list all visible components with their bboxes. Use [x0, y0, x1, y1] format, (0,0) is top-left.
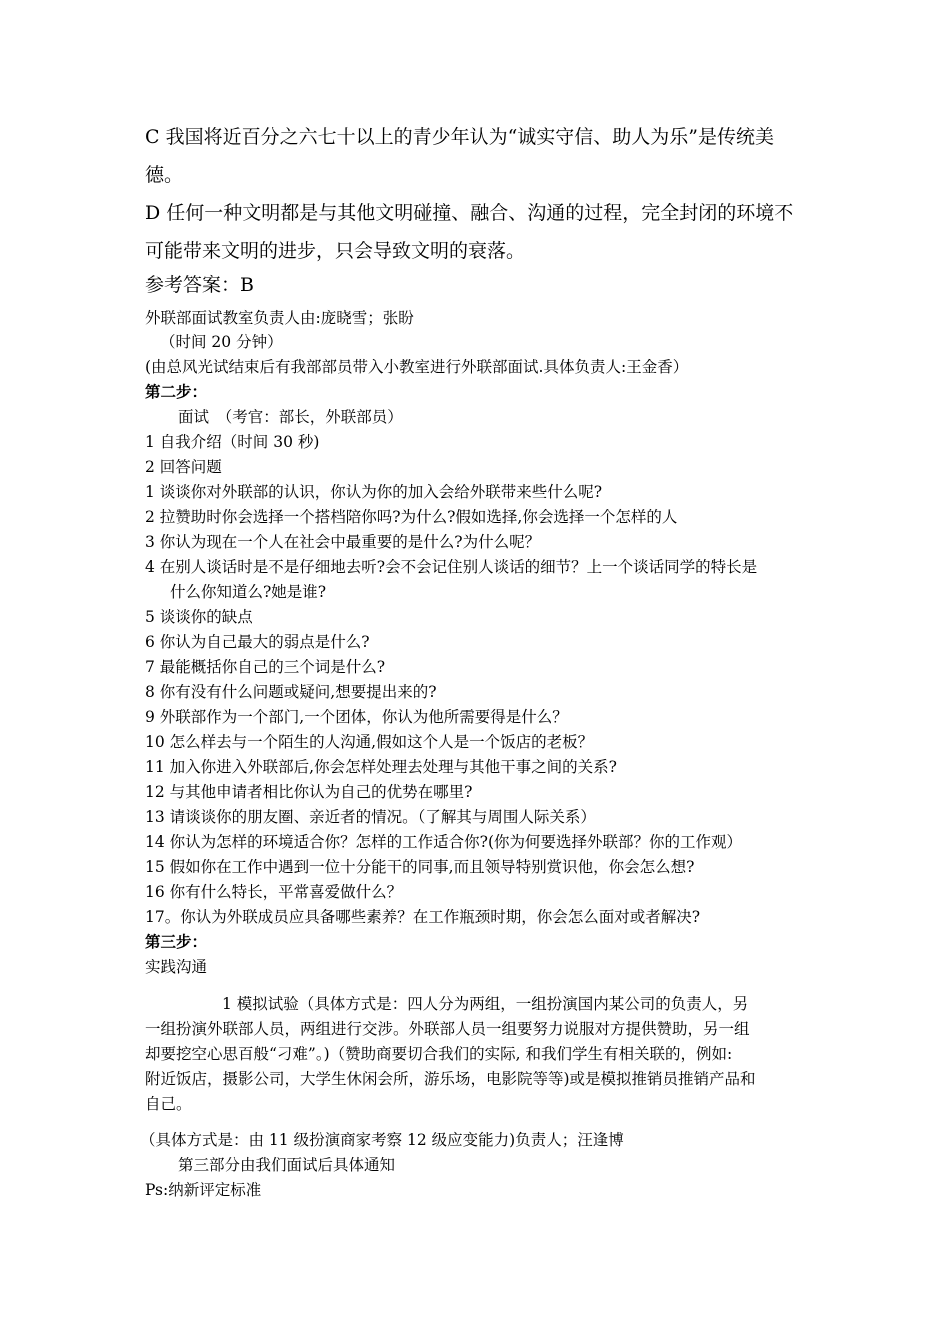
step3-heading: 第三步： [145, 932, 208, 951]
question-item: 2 拉赞助时你会选择一个搭档陪你吗?为什么?假如选择,你会选择一个怎样的人 [145, 508, 678, 526]
question-item: 15 假如你在工作中遇到一位十分能干的同事,而且领导特别赏识他，你会怎么想? [145, 858, 695, 876]
question-item: 12 与其他申请者相比你认为自己的优势在哪里? [145, 783, 473, 801]
question-item: 13 请谈谈你的朋友圈、亲近者的情况。（了解其与周围人际关系） [145, 808, 596, 826]
simulation-line: 1 模拟试验（具体方式是：四人分为两组，一组扮演国内某公司的负责人，另 [222, 995, 749, 1013]
time-note: （时间 20 分钟） [160, 333, 283, 351]
question-item: 4 在别人谈话时是不是仔细地去听?会不会记住别人谈话的细节？上一个谈话同学的特长是 [145, 558, 758, 576]
question-item: 5 谈谈你的缺点 [145, 608, 253, 626]
option-d-line2: 可能带来文明的进步，只会导致文明的衰落。 [145, 240, 526, 262]
simulation-line: 却要挖空心思百般“刁难”。)（赞助商要切合我们的实际, 和我们学生有相关联的，例如: [145, 1045, 733, 1063]
intro-note: (由总风光试结束后有我部部员带入小教室进行外联部面试.具体负责人:王金香） [145, 358, 689, 376]
part3-note: 第三部分由我们面试后具体通知 [178, 1156, 396, 1174]
practice-line: 实践沟通 [145, 958, 208, 976]
option-c-line1: C 我国将近百分之六七十以上的青少年认为“诚实守信、助人为乐”是传统美 [145, 126, 775, 148]
question-item: 9 外联部作为一个部门,一个团体，你认为他所需要得是什么？ [145, 708, 568, 726]
simulation-line: 一组扮演外联部人员，两组进行交涉。外联部人员一组要努力说服对方提供赞助，另一组 [145, 1020, 750, 1038]
simulation-line: 附近饭店，摄影公司，大学生休闲会所，游乐场，电影院等等)或是模拟推销员推销产品和 [145, 1070, 756, 1088]
question-item: 10 怎么样去与一个陌生的人沟通,假如这个人是一个饭店的老板？ [145, 733, 594, 751]
question-item: 17。你认为外联成员应具备哪些素养？在工作瓶颈时期，你会怎么面对或者解决? [145, 908, 701, 926]
step2-heading: 第二步： [145, 382, 208, 401]
question-item: 8 你有没有什么问题或疑问,想要提出来的? [145, 683, 437, 701]
question-item: 14 你认为怎样的环境适合你？怎样的工作适合你?(你为何要选择外联部？你的工作观） [145, 833, 743, 851]
question-item: 3 你认为现在一个人在社会中最重要的是什么?为什么呢？ [145, 533, 541, 551]
answer-questions-line: 2 回答问题 [145, 458, 222, 476]
question-item: 1 谈谈你对外联部的认识，你认为你的加入会给外联带来些什么呢? [145, 483, 603, 501]
question-item-continuation: 什么你知道么?她是谁? [170, 583, 327, 601]
ps-line: Ps:纳新评定标准 [145, 1181, 262, 1199]
simulation-line: 自己。 [145, 1095, 192, 1113]
reference-answer: 参考答案：B [145, 274, 254, 296]
question-item: 7 最能概括你自己的三个词是什么? [145, 658, 386, 676]
option-d-line1: D 任何一种文明都是与其他文明碰撞、融合、沟通的过程，完全封闭的环境不 [145, 202, 794, 224]
self-intro-line: 1 自我介绍（时间 30 秒) [145, 433, 320, 451]
method-note: （具体方式是：由 11 级扮演商家考察 12 级应变能力)负责人；汪逢博 [140, 1131, 624, 1149]
question-item: 16 你有什么特长，平常喜爱做什么？ [145, 883, 403, 901]
question-item: 6 你认为自己最大的弱点是什么? [145, 633, 370, 651]
room-info: 外联部面试教室负责人由:庞晓雪；张盼 [145, 309, 414, 327]
option-c-line2: 德。 [145, 164, 184, 186]
interview-line: 面试 （考官：部长，外联部员） [178, 408, 403, 426]
question-item: 11 加入你进入外联部后,你会怎样处理去处理与其他干事之间的关系? [145, 758, 617, 776]
